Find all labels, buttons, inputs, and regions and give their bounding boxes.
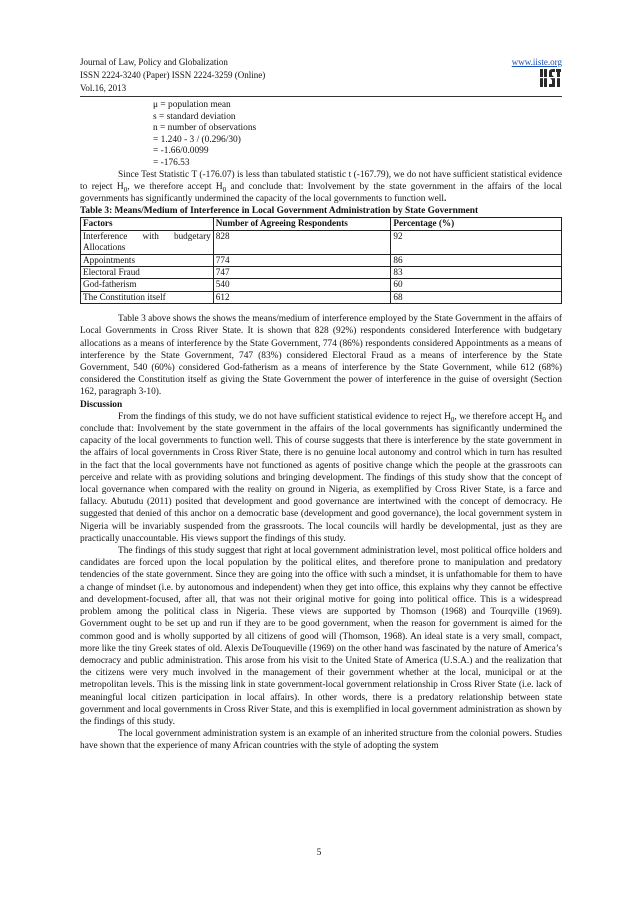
conclusion-paragraph: Since Test Statistic T (-176.07) is less than tabulated statistic t (-167.79), we do not have sufficient statistical evidence to reject $H_0$, we therefore accept $H_0$ and conclude that: Involvement by the state government in the affairs of the local governments has significantly undermined the capacity of the local governments to function well.	[80, 169, 562, 204]
discussion-paragraph: From the findings of this study, we do not have sufficient statistical evidence to reject $H_0$, we therefore accept $H_0$ and conclude that: Involvement by the state government in the affairs of the local governments has significantly undermined the capacity of the local governments to function well. This of course suggests that there is interference by the state government in the affairs of local governments in Cross River State, there is no genuine local autonomy and control which in turn has resulted in the fact that the local governments have not functioned as agents of positive change which the people at the grassroots can perceive and relate with as providing solutions and bringing development. The findings of this study show that the concept of local governance when compared with the reality on ground in Nigeria, as exemplified by Cross River State, is a farce and fallacy. Abutudu (2011) posited that development and good governance are intertwined with the concept of democracy. He suggested that denied of this anchor on a democratic base (development and good governance), the local government system in Nigeria will be invariably suspended from the grassroots. The local councils will hardly be developmental, just as they are practically unaccountable. His views support the findings of this study.	[80, 411, 563, 544]
table-cell: 540	[213, 279, 391, 291]
equation-line: s = standard deviation	[153, 111, 236, 122]
interference-table	[80, 217, 562, 304]
table-cell: 83	[391, 267, 562, 279]
table-cell: 68	[391, 291, 562, 303]
table-cell: The Constitution itself	[81, 291, 214, 303]
discussion-heading: Discussion	[80, 399, 123, 410]
table-cell: 612	[213, 291, 391, 303]
iiste-logo-icon	[538, 68, 562, 88]
table-cell: God-fatherism	[81, 279, 214, 291]
table-row	[81, 279, 562, 291]
table-cell: 774	[213, 254, 391, 266]
equation-block	[153, 99, 562, 169]
table-cell: Appointments	[81, 254, 214, 266]
journal-website-link[interactable]: www.iiste.org	[511, 57, 562, 67]
table-header-cell: Number of Agreeing Respondents	[213, 218, 391, 230]
table-cell: 86	[391, 254, 562, 266]
table-cell: Electoral Fraud	[81, 267, 214, 279]
table-cell: 60	[391, 279, 562, 291]
article-body	[80, 99, 562, 753]
table-header-row	[81, 218, 562, 230]
table-row	[81, 267, 562, 279]
table-caption: Table 3: Means/Medium of Interference in Local Government Administration by State Government	[80, 206, 479, 217]
table-cell: 747	[213, 267, 391, 279]
table-row	[81, 291, 562, 303]
page-number: 5	[316, 848, 322, 858]
table-discussion-paragraph: Table 3 above shows the shows the means/medium of interference employed by the State Government in the affairs of Local Governments in Cross River State. It is shown that 828 (92%) respondents considered Interference with budgetary allocations as a means of interference by the State Government, 774 (86%) respondents considered Appointments as a means of interference by the State Government, 747 (83%) considered Electoral Fraud as a means of interference by the State Government, 540 (60%) considered God-fatherism as a means of interference by the State Government, while 612 (68%) considered the Constitution itself as giving the State Government the power of interference in the guise of oversight (Section 162, paragraph 3-10).	[80, 314, 562, 398]
journal-issn: ISSN 2224-3240 (Paper) ISSN 2224-3259 (Online)	[80, 70, 266, 80]
equation-line: = -1.66/0.0099	[153, 146, 209, 157]
discussion-paragraph: The findings of this study suggest that right at local government administration level, most political office holders and candidates are forced upon the local population by the political elites, and therefore prone to manipulation and predatory tendencies of the state government. Since they are going into the office with such a mindset, it is unfathomable for them to have a change of mindset (i.e. by autonomous and independent) when they get into office, this explains why they cannot be effective and development-focused, after all, that was not their original motive for going into political office. This is a widespread problem among the political class in Nigeria. These views are supported by Thomson (1968) and Tourqville (1969). Government ought to be set up and run if they are to be good government, when the reason for government is aimed for the common good and is wholly supported by all citizens of good will (Thomson, 1968). An ideal state is a very small, compact, more like the tiny Greek states of old. Alexis DeTouqueville (1969) on the other hand was fascinated by the nature of America’s democracy and public administration. This arose from his visit to the United State of America (U.S.A.) and the realization that the citizens were very much involved in the management of their government whether at the local, municipal or at the metropolitan levels. This is the missing link in state government-local government relationship in Cross River State (i.e. lack of meaningful local citizen participation in local affairs). In other words, there is a predatory relationship between state government and local governments in Cross River State, and this is exemplified in local government administration as shown by the findings of this study.	[80, 546, 562, 727]
table-cell: 92	[391, 230, 562, 254]
equation-line: = 1.240 - 3 / (0.296/30)	[153, 134, 241, 145]
equation-line: = -176.53	[153, 157, 190, 168]
journal-volume: Vol.16, 2013	[80, 83, 127, 93]
table-header-cell: Percentage (%)	[391, 218, 562, 230]
table-header-cell: Factors	[81, 218, 214, 230]
equation-line: n = number of observations	[153, 123, 257, 134]
header-rule	[80, 96, 562, 97]
equation-line: μ = population mean	[153, 100, 231, 110]
table-cell: Interference with budgetary Allocations	[81, 230, 214, 254]
table-row	[81, 254, 562, 266]
discussion-paragraph: The local government administration system is an example of an inherited structure from the colonial powers. Studies have shown that the experience of many African countries with the style of adopting the system	[80, 729, 562, 752]
journal-name: Journal of Law, Policy and Globalization	[80, 57, 228, 67]
table-row	[81, 230, 562, 254]
table-cell: 828	[213, 230, 391, 254]
